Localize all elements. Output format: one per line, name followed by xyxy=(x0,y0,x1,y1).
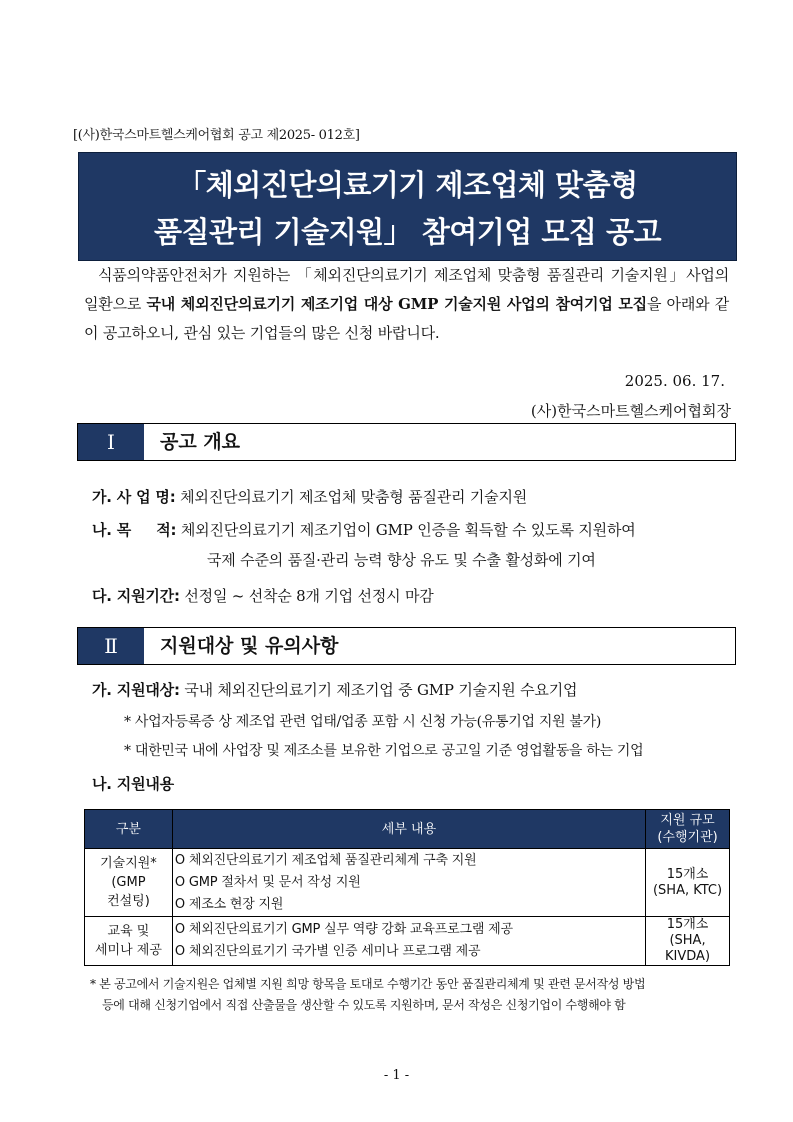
details-cell xyxy=(172,849,645,917)
item-text: 체외진단의료기기 제조업체 맞춤형 품질관리 기술지원 xyxy=(180,488,528,506)
column-header-line: (수행기관) xyxy=(657,830,718,845)
scale-cell xyxy=(646,849,730,917)
target-item xyxy=(92,679,577,700)
detail-item: O 제조소 현장 지원 xyxy=(174,896,284,912)
item-label: 나. 목 적: xyxy=(92,521,177,539)
content-label: 나. 지원내용 xyxy=(92,775,174,793)
section-1-number: Ⅰ xyxy=(78,424,144,460)
notice-number: [(사)한국스마트헬스케어협회 공고 제2025- 012호] xyxy=(73,128,360,143)
content-heading xyxy=(92,773,174,794)
section-1-title: 공고 개요 xyxy=(160,431,241,453)
category-line: 컨설팅) xyxy=(107,894,150,909)
agency-value: (SHA, KIVDA) xyxy=(665,933,711,964)
category-line: 기술지원* xyxy=(100,856,157,871)
note-bullet: * 사업자등록증 상 제조업 관련 업태/업종 포함 시 신청 가능(유통기업 지원 불가) xyxy=(124,714,602,730)
detail-item: O 체외진단의료기기 국가별 인증 세미나 프로그램 제공 xyxy=(174,944,481,959)
column-header: 구분 xyxy=(85,810,173,849)
category-line: 세미나 제공 xyxy=(94,943,162,958)
title-line-2: 품질관리 기술지원」 참여기업 모집 공고 xyxy=(153,215,662,249)
category-line: 교육 및 xyxy=(107,924,150,939)
section-2-title: 지원대상 및 유의사항 xyxy=(160,635,339,657)
footnote-line: 등에 대해 신청기업에서 직접 산출물을 생산할 수 있도록 지원하며, 문서 작성은 신청기업이 수행해야 함 xyxy=(102,998,626,1012)
support-table xyxy=(84,809,730,966)
intro-text-a: 식품의약품안전처가 지원하는 「체외진단의료기기 제조업체 맞춤형 품질관리 기술지원」사업의 일환으로 xyxy=(84,266,729,313)
category-cell xyxy=(85,917,173,966)
announcement-title xyxy=(78,152,737,261)
scale-value: 15개소 xyxy=(666,917,709,932)
section-2-number: Ⅱ xyxy=(78,628,144,664)
details-cell xyxy=(172,917,645,966)
target-text: 국내 체외진단의료기기 제조기업 중 GMP 기술지원 수요기업 xyxy=(184,681,578,699)
page-number: - 1 - xyxy=(383,1068,410,1083)
item-label: 다. 지원기간: xyxy=(92,587,180,605)
title-line-1: 「체외진단의료기기 제조업체 맞춤형 xyxy=(177,168,638,202)
target-label: 가. 지원대상: xyxy=(92,681,180,699)
intro-text-bold: 국내 체외진단의료기기 제조기업 대상 GMP 기술지원 사업의 참여기업 모집 xyxy=(146,295,647,313)
scale-cell xyxy=(646,917,730,966)
item-text: 선정일 ~ 선착순 8개 기업 선정시 마감 xyxy=(184,587,434,605)
column-header-line: 지원 규모 xyxy=(660,813,715,828)
overview-item xyxy=(92,486,527,507)
footnote-line: * 본 공고에서 기술지원은 업체별 지원 희망 항목을 토대로 수행기간 동안 품질관리체계 및 관련 문서작성 방법 xyxy=(90,977,646,991)
detail-item: O 체외진단의료기기 제조업체 품질관리체계 구축 지원 xyxy=(174,852,477,868)
overview-item xyxy=(92,519,636,540)
table-row xyxy=(85,849,730,917)
section-1-header xyxy=(77,423,736,461)
scale-value: 15개소 xyxy=(666,866,709,882)
category-line: (GMP xyxy=(111,875,146,890)
organization-name: (사)한국스마트헬스케어협회장 xyxy=(530,402,731,420)
column-header xyxy=(646,810,730,849)
table-row xyxy=(85,917,730,966)
detail-item: O GMP 절차서 및 문서 작성 지원 xyxy=(174,874,361,890)
item-text: 체외진단의료기기 제조기업이 GMP 인증을 획득할 수 있도록 지원하여 xyxy=(180,521,636,539)
footnote xyxy=(90,974,730,1016)
note-bullet: * 대한민국 내에 사업장 및 제조소를 보유한 기업으로 공고일 기준 영업활동을 하는 기업 xyxy=(124,743,644,759)
overview-item-continued: 국제 수준의 품질·관리 능력 향상 유도 및 수출 활성화에 기여 xyxy=(207,551,596,569)
intro-paragraph xyxy=(84,261,729,348)
agency-value: (SHA, KTC) xyxy=(652,882,723,898)
table-header-row xyxy=(85,810,730,849)
section-2-header xyxy=(77,627,736,665)
detail-item: O 체외진단의료기기 GMP 실무 역량 강화 교육프로그램 제공 xyxy=(174,922,513,937)
column-header: 세부 내용 xyxy=(172,810,645,849)
category-cell xyxy=(85,849,173,917)
item-label: 가. 사 업 명: xyxy=(92,488,176,506)
intro-text-b: 을 아래와 같이 공고하오니, 관심 있는 기업들의 많은 신청 바랍니다. xyxy=(84,295,730,342)
overview-item xyxy=(92,585,434,606)
announcement-date: 2025. 06. 17. xyxy=(624,372,725,390)
